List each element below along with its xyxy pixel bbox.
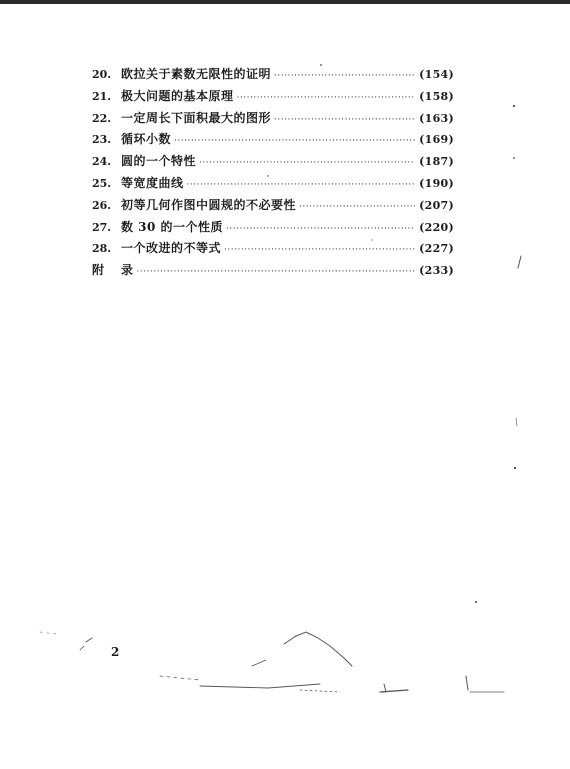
toc-entry-number: 20.: [92, 68, 112, 81]
toc-entry-title: 数 30 的一个性质: [121, 219, 224, 234]
toc-entry-page: (220): [419, 220, 454, 234]
toc-entry-number: 23.: [92, 133, 112, 147]
toc-entry-page: (154): [419, 68, 454, 81]
toc-entry-title: 等宽度曲线: [121, 175, 184, 190]
toc-entry-title: 一个改进的不等式: [121, 241, 222, 256]
toc-entry-title: 循环小数: [121, 132, 172, 147]
toc-entry-number: 25.: [92, 176, 112, 190]
toc-entry-number: 28.: [92, 242, 112, 256]
appendix-title: 录: [121, 263, 134, 278]
appendix-label: 附: [92, 263, 105, 278]
toc-entry-number: 21.: [92, 89, 112, 103]
appendix-page: (233): [419, 264, 454, 278]
page-number: 2: [111, 645, 120, 659]
toc-entry-title: 一定周长下面积最大的图形: [121, 110, 272, 125]
toc-entry-number: 26.: [92, 198, 112, 212]
toc-entry-page: (227): [419, 242, 454, 256]
toc-entry-title: 圆的一个特性: [121, 154, 197, 169]
toc-entry-page: (207): [419, 198, 454, 212]
toc-entry-number: 27.: [92, 220, 112, 234]
toc-entry-page: (187): [419, 155, 454, 169]
toc-entry-number: 22.: [92, 111, 112, 125]
toc-entry-title: 欧拉关于素数无限性的证明: [121, 67, 272, 81]
toc-entry-number: 24.: [92, 155, 112, 169]
toc-entry-page: (163): [419, 111, 454, 125]
toc-entry-page: (169): [419, 133, 454, 147]
toc-entry-title: 极大问题的基本原理: [121, 88, 234, 103]
toc-entry-title: 初等几何作图中圆规的不必要性: [121, 197, 297, 212]
toc-entry-page: (158): [419, 89, 454, 103]
toc-entry-page: (190): [419, 176, 454, 190]
